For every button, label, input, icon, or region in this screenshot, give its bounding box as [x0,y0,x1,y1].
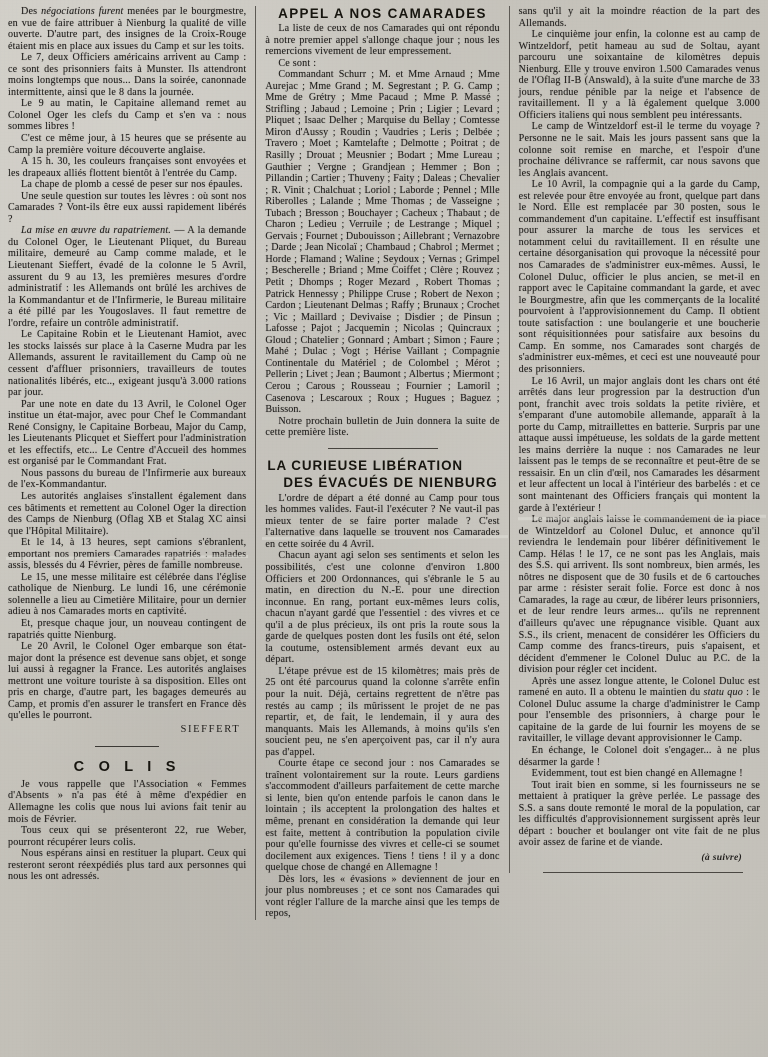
paragraph: Le 20 Avril, le Colonel Oger embarque son état-major dont la présence est devenue sans objet, et songe lui aussi à regagner la France. Les autorités anglaises mettront une voiture touriste à sa disposition. Elles ont pris en charge, d'autre part, les bagages demeurés au Camp, et promis d'en assurer le transfert en France dès qu'elles le pourront. [8,641,247,722]
section-heading-liberation-line1: LA CURIEUSE LIBÉRATION [267,457,464,473]
paragraph: Je vous rappelle que l'Association « Femmes d'Absents » n'a pas été à même d'expédier en Allemagne les colis que nous lui avions fait tenir au mois de Février. [8,778,247,825]
paragraph: Le camp de Wintzeldorf est-il le terme du voyage ? Personne ne le sait. Mais les jours passent sans que la colonne soit remise en marche, et l'espoir d'une prochaine délivrance se raffermit, car nous savons que les Anglais avancent. [518,121,760,179]
paragraph: Le Capitaine Robin et le Lieutenant Hamiot, avec les stocks laissés sur place à la Caserne Mudra par les Allemands, assurent le ravitaillement du Camp où ne cessent d'affluer prisonniers, travailleurs de toutes nationalités libérés, etc.., exigeant jusqu'à 3.000 rations par jour. [8,329,247,399]
paragraph: Par une note en date du 13 Avril, le Colonel Oger institue un état-major, avec pour Chef le Commandant René Consigny, le Capitaine Borbeau, Major du Camp, les Lieutenants Plicquet et Sieffert pour l'administration et les effectifs, etc... Le Centre d'Accueil des hommes est organisé par le Commandant Frat. [8,398,247,468]
column1-body [8,6,246,883]
paragraph: Ce sont : [278,57,317,69]
section-heading-appel: APPEL A NOS CAMARADES [278,6,487,21]
paragraph: Et le 14, à 13 heures, sept camions s'ébranlent, emportant nos premiers Camarades rapatriés : malades assis, blessés du 4 Février, pères de famille nombreuse. [8,537,247,572]
paragraph: Notre prochain bulletin de Juin donnera la suite de cette première liste. [265,415,500,439]
paragraph: En échange, le Colonel doit s'engager... à ne plus désarmer la garde ! [518,745,760,768]
paragraph: La mise en œuvre du rapatriement. — A la demande du Colonel Oger, le Lieutenant Pliquet, du Bureau militaire, demeuré au Camp comme malade, et le Lieutenant Sieffert, évadé de la colonne le 5 Avril, assurent du 9 au 13, les premières mesures d'ordre administratif : les Allemands ont brûlé les archives de la Kommandantur et de l'Infirmerie, le Bureau militaire a été pillé par les Yougoslaves. Il faut remettre de l'ordre, refaire un contrôle administratif. [8,225,247,329]
continuation-note: (à suivre) [701,851,742,863]
paragraph: Le 7, deux Officiers américains arrivent au Camp : ce sont des prisonniers faits à Munster. Ils attendront moins longtemps que nous... Dans la soirée, canonnade intermittente, ainsi que le 8 dans la journée. [8,52,247,98]
paragraph: Le cinquième jour enfin, la colonne est au camp de Wintzeldorf, petit hameau au sud de Soltau, ayant parcouru une soixantaine de kilomètres depuis Nienburg. Elle y trouve environ 1.500 Camarades venus de l'Oflag II-B (Answald), à la suite d'une marche de 33 jours, rendue pénible par la neige et l'absence de ravitaillement. Il y a là également quelque 3.000 Officiers italiens qui nous semblent peu intéressants. [518,29,760,121]
paragraph: Le 16 Avril, un major anglais dont les chars ont été arrêtés dans leur progression par la destruction d'un pont, franchit avec trois soldats la petite rivière, et s'emparant d'une automobile allemande, apparaît à la porte du Camp, mitraillettes en batterie. Surpris par une attaque aussi impétueuse, les soldats de la garde mettent les mains derrière la nuque : nos Camarades ne leur laissent pas le temps de se reconnaître et peut-être de se ressaisir. En un clin d'œil, nos Camarades les désarment et leur affectent un local à l'intérieur des barbelés : et ce sont maintenant des Officiers français qui montent la garde à l'extérieur ! [518,375,760,514]
column-center [255,6,508,920]
paragraph: La liste de ceux de nos Camarades qui ont répondu à notre premier appel s'allonge chaque jour ; nous les remercions vivement de leur empressement. [265,23,500,58]
section-heading-colis: C O L I S [73,758,181,775]
paragraph: Les autorités anglaises s'installent également dans ces bâtiments et remettent au Colonel Oger la direction des Camps de Nienburg (Oflag XB et Stalag XC ainsi que l'Hôpital Militaire). [8,490,247,537]
paragraph: Nous passons du bureau de l'Infirmerie aux bureaux de l'ex-Kommandantur. [8,467,247,491]
paragraph: A 15 h. 30, les couleurs françaises sont envoyées et les drapeaux alliés flottent bientôt à l'entrée du Camp. [8,156,247,179]
paragraph: Evidemment, tout est bien changé en Allemagne ! [531,768,743,780]
paragraph: Tout irait bien en somme, si les fournisseurs ne se mettaient à pratiquer la grève perlée. Le passage des S.S. a sans doute remonté le moral de la population, car les difficultés d'approvisionnement surgissent après leur départ : boucher et boulanger ont vite fait de ne plus avoir assez de farine et de viande. [518,779,760,849]
paragraph: sans qu'il y ait la moindre réaction de la part des Allemands. [518,6,760,29]
paragraph: Dès lors, les « évasions » deviennent de jour en jour plus nombreuses ; et ce sont nos Camarades qui vont régler l'allure de la marche ainsi que les temps de repos, [265,873,500,920]
paragraph: L'étape prévue est de 15 kilomètres; mais près de 25 ont été parcourus quand la colonne s'arrête enfin pour la nuit. Déjà, certains regrettent de n'être pas restés au camp ; ils mûrissent le projet de ne pas repartir, et, de fait, le lendemain, il y aura des manquants. Mais les Allemands, à moins qu'ils s'en soucient peu, ne s'en aperçoivent pas, car il n'y aura pas d'appel. [265,665,500,758]
column-left [8,6,255,883]
paragraph: L'ordre de départ a été donné au Camp pour tous les hommes valides. Faut-il l'exécuter ? Ne vaut-il pas mieux tenter de se faire porter malade ? C'est l'alternative dans laquelle se trouvent nos Camarades en cette soirée du 4 Avril. [265,492,500,550]
section-divider [328,448,438,449]
paragraph: La chape de plomb a cessé de peser sur nos épaules. [21,179,243,191]
paragraph: Nous espérans ainsi en restituer la plupart. Ceux qui resteront seront réexpédiés plus tard aux personnes qui nous les ont adressés. [8,848,247,883]
paragraph: Le 9 au matin, le Capitaine allemand remet au Colonel Oger les clefs du Camp et s'en va : nous sommes libres ! [8,98,247,133]
article-signature: SIEFFERT [180,723,241,735]
paragraph: Des négociations furent menées par le bourgmestre, en vue de faire attribuer à Nienburg la qualité de ville ouverte. D'autre part, des insignes de la Croix-Rouge étaient mis en place aux issues du Camp et sur les toits. [8,6,247,52]
paragraph: Chacun ayant agi selon ses sentiments et selon les possibilités, c'est une colonne d'environ 1.800 Officiers et 200 Ordonnances, qui s'ébranle le 5 au matin, en direction du N.-E. pour une direction inconnue. En rang, portant eux-mêmes leurs colis, chacun n'ayant gardé que l'essentiel : des vivres et ce qu'il a de plus précieux, ils ont pris la route sous la garde de quelques posten dont les fusils ont été, selon la coutume, ostensiblement armés devant eux au départ. [265,550,500,666]
paragraph: Le major anglais laisse le commandement de la place de Wintzeldorf au Colonel Duluc, et annonce qu'il reviendra le lendemain pour libérer définitivement le Camp. Hélas ! le 17, ce ne sont pas les Anglais, mais des S.S. qui arrivent. Ils sont nombreux, bien armés, les nôtres ne disposent que de 30 fusils et de 6 cartouches par arme : résister serait folie. Force est donc à nos Camarades, la rage au cœur, de libérer leurs prisonniers, et de leur rendre leurs armes... qu'ils ne reprennent d'ailleurs qu'avec une répugnance visible. Quant aux S.S., ils crient, menacent de considérer les Officiers du Camp comme des francs-tireurs, puis s'apaisent, et décident d'emmener le Colonel Duluc au P.C. de la division pour régler cet incident. [518,514,760,676]
column-right [509,6,760,873]
paragraph: Tous ceux qui se présenteront 22, rue Weber, pourront récupérer leurs colis. [8,825,247,848]
paragraph: Le 15, une messe militaire est célébrée dans l'église catholique de Nienburg. Le lundi 16, une cérémonie solennelle a lieu au Cimetière Militaire, pour un dernier adieu à nos Camarades morts en captivité. [8,571,247,618]
paragraph: Le 10 Avril, la compagnie qui a la garde du Camp, est relevée pour être envoyée au front, quelque part dans le Nord. Elle est remplacée par 30 posten, sous le commandement d'un capitaine. L'effectif est insuffisant pour assurer la marche de tous les services et notamment celui du ravitaillement. Il en résulte une certaine désorganisation qui provoque la nécessité pour nos Camarades de s'administrer eux-mêmes. Aussi, le Colonel Duluc, officier le plus ancien, se met-il en rapport avec le Capitaine commandant la garde, et avec le Bourgmestre, afin que les commerçants de la localité pourvoient à l'approvisionnement du Camp. Il obtient toute satisfaction : une boulangerie et une boucherie sont réquisitionnées pour satisfaire aux besoins du Camp. En somme, nos Camarades sont chargés de s'administrer eux-mêmes, et ceci est une nouveauté pour des prisonniers. [518,179,760,375]
paragraph: Et, presque chaque jour, un nouveau contingent de rapatriés quitte Nienburg. [8,617,247,641]
section-heading-liberation-line2: DES ÉVACUÉS DE NIENBURG [283,474,498,490]
camarades-name-list: Commandant Schurr ; M. et Mme Arnaud ; Mme Aurejac ; Mme Grand ; M. Segrestant ; P. G. Camp ; Mme de Grétry ; Mme Pacaud ; Mme P. Massé ; Strifling ; Jabaud ; Lemoine ; Prin ; Ligier ; Levard ; Pliquet ; Isaac Delher ; Marquise du Bellay ; Comtesse Miron d'Aussy ; Roudin ; Vaudries ; Leris ; Delbée ; Travero ; Moet ; Kamtelafte ; Delmotte ; Poitrat ; de Rasilly ; Drouat ; Meusnier ; Bodart ; Mme Lureau ; Gauthier ; Vergne ; Grandjean ; Hemmer ; Bon ; Pillandin ; Cartier ; Thuveny ; Faity ; Daleas ; Chevalier ; R. Vinit ; Chalchuat ; Loriol ; Laborde ; Pennel ; Mlle Riberolles ; Lalande ; Mme Thomas ; de Vasseigne ; Tubach ; Bresson ; Bouchayer ; Cacheux ; Thabaut ; de Charon ; Ledieu ; Verruile ; de Lestrange ; Miquel ; Gervais ; Fournet ; Dubouisson ; Aillebrant ; Vernazobre ; Darde ; Jean Nicolaï ; Chambaud ; Chabrol ; Mermet ; Horde ; Flamand ; Waline ; Seydoux ; Vernas ; Grimpel ; Bescherelle ; Briand ; Mme Coiffet ; Clère ; Rouvez ; Petit ; Dhomps ; Roger Mezard , Robert Thomas ; Patrick Hennessy ; Philippe Cruse ; Robert de Nexon ; Cardon ; Lieutenant Delmas ; Raffy ; Brunaux ; Crochet ; Vic ; Maillard ; Devivaise ; Disdier ; de Pinsun ; Lafosse ; Pajot ; Jacquemin ; Nicolas ; Quincraux ; Gloud ; Chatelier ; Gonnard ; Ambart ; Simon ; Faure ; Mahé ; Dulac ; Vogt ; Hérise Vaillant ; Compagnie Continentale du Matériel ; de Colombel ; Mérot ; Pellerin ; Livet ; Jean ; Baumont ; Albertus ; Miermont ; Cerou ; Carous ; Rousseau ; Fournier ; Lamoril ; Casenova ; Lescaroux ; Roux ; Hugues ; Baguez ; Buisson. [265,69,500,416]
section-divider [95,746,159,747]
paragraph: Courte étape ce second jour : nos Camarades se traînent volontairement sur la route. Leurs gardiens s'accommodent d'ailleurs parfaitement de cette marche si lente, bien qu'on entende parfois le canon dans le lointain ; ils acceptent la prolongation des haltes et même, prenant en considération la demande qui leur est faite, mettent à contribution la population civile pour qu'elle fournisse des vivres et celle-ci se soumet docilement aux exigences. Tiens ! tiens ! il y a donc quelque chose de changé en Allemagne ! [265,758,500,874]
paragraph: Après une assez longue attente, le Colonel Duluc est ramené en auto. Il a obtenu le maintien du statu quo : le Colonel Duluc assume la charge d'administrer le Camp pour l'ensemble des prisonniers, à charge pour le capitaine de la garde de lui fournir les moyens de se ravitailler, le village devant approvisionner le Camp. [518,675,760,745]
paragraph: Une seule question sur toutes les lèvres : où sont nos Camarades ? Vont-ils être eux aussi rapidement libérés ? [8,190,247,225]
paragraph: C'est ce même jour, à 15 heures que se présente au Camp la première voiture découverte anglaise. [8,133,247,156]
section-divider [543,872,743,873]
